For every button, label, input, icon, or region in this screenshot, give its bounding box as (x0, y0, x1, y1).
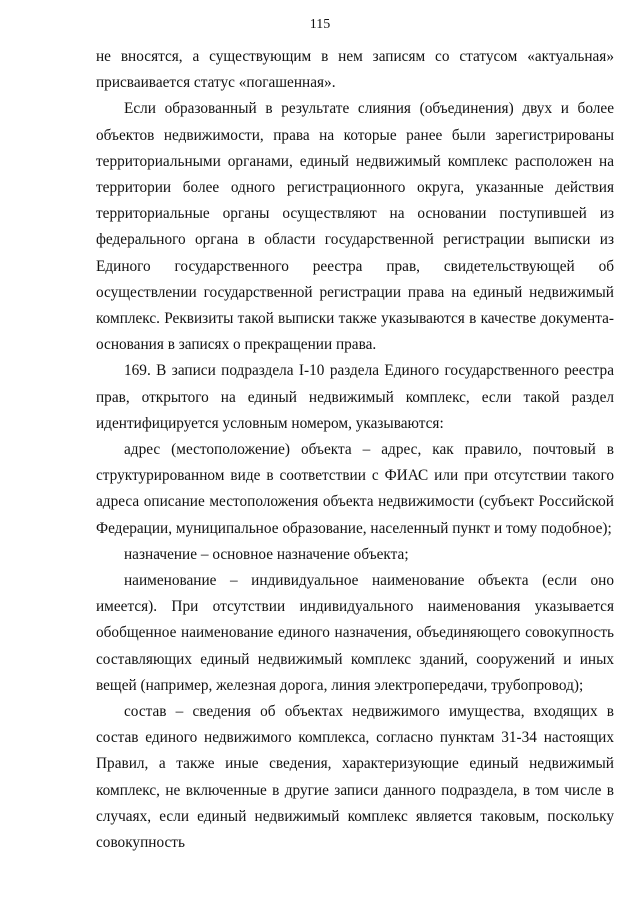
paragraph-address: адрес (местоположение) объекта – адрес, как правило, почтовый в структурированном виде в соответствии с ФИАС или при отсутствии такого адреса описание местоположения объекта недвижимости (субъект Российской Федерации, муниципальное образование, населенный пункт и тому подобное); (96, 441, 614, 537)
paragraph-item-169: 169. В записи подраздела I-10 раздела Единого государственного реестра прав, открытого на единый недвижимый комплекс, если такой раздел идентифицируется условным номером, указываются: (96, 362, 614, 432)
paragraph-composition: состав – сведения об объектах недвижимого имущества, входящих в состав единого недвижимого комплекса, согласно пунктам 31-34 настоящих Правил, а также иные сведения, характеризующие единый недвижимый комплекс, не включенные в другие записи данного подраздела, в том числе в случаях, если единый недвижимый комплекс является таковым, поскольку совокупность (96, 703, 614, 852)
paragraph-purpose: назначение – основное назначение объекта; (124, 545, 409, 563)
paragraph-name: наименование – индивидуальное наименование объекта (если оно имеется). При отсутствии индивидуального наименования указывается обобщенное наименование единого назначения, объединяющего совокупность составляющих единый недвижимый комплекс зданий, сооружений и иных вещей (например, железная дорога, линия электропередачи, трубопровод); (96, 572, 614, 694)
page-number: 115 (309, 17, 331, 32)
paragraph-continuation: не вносятся, а существующим в нем записям со статусом «актуальная» присваивается статус «погашенная». (96, 48, 614, 92)
document-body (96, 44, 614, 856)
paragraph-merger-registration: Если образованный в результате слияния (объединения) двух и более объектов недвижимости, права на которые ранее были зарегистрированы территориальными органами, единый недвижимый комплекс расположен на территории более одного регистрационного округа, указанные действия территориальные органы осуществляют на основании поступившей из федерального органа в области государственной регистрации выписки из Единого государственного реестра прав, свидетельствующей об осуществлении государственной регистрации права на единый недвижимый комплекс. Реквизиты такой выписки также указываются в качестве документа-основания в записях о прекращении права. (96, 100, 614, 354)
